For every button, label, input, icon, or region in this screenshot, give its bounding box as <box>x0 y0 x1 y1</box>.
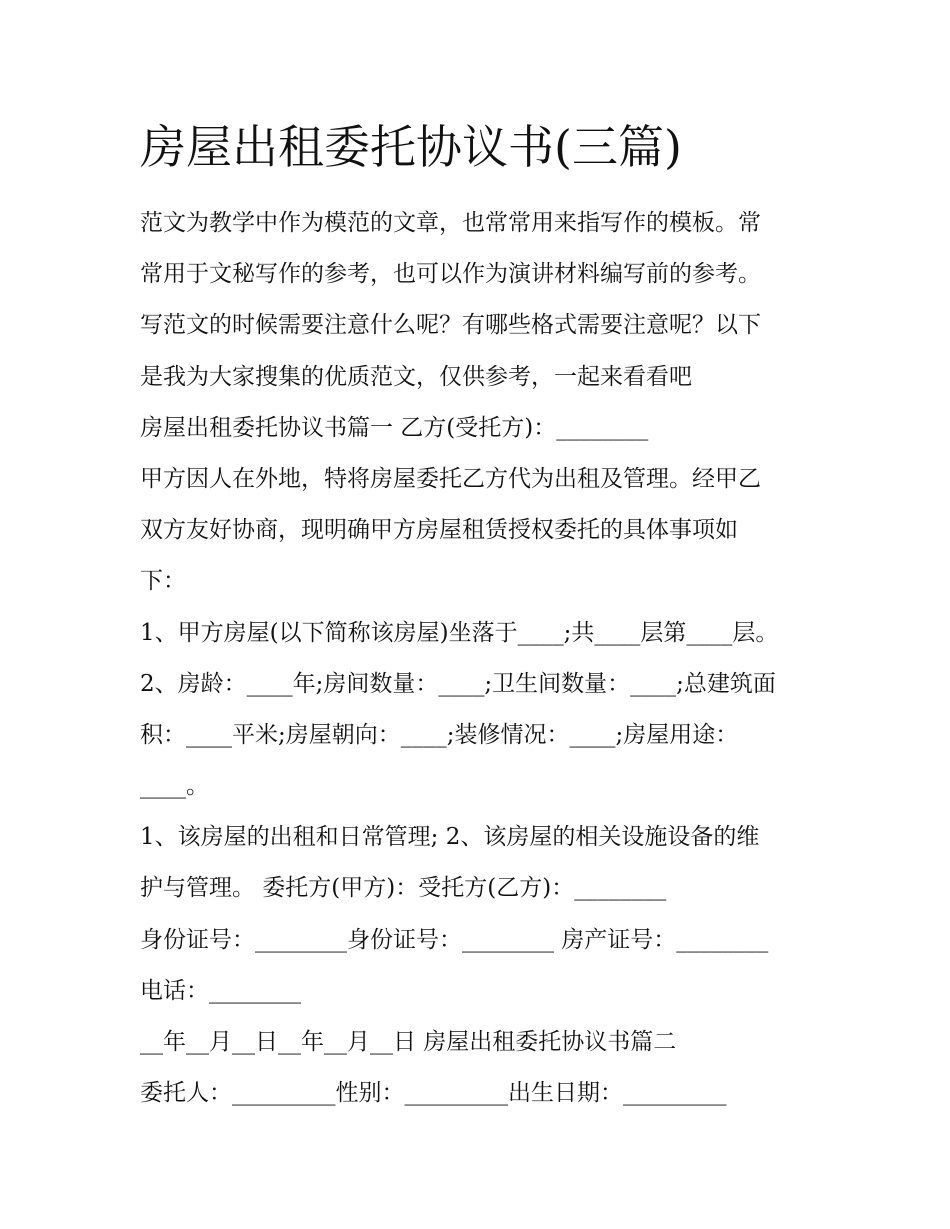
body-line: 写范文的时候需要注意什么呢？有哪些格式需要注意呢？以下 <box>140 312 761 339</box>
body-line: 常用于文秘写作的参考，也可以作为演讲材料编写前的参考。 <box>140 261 761 288</box>
signature-line: 身份证号：________身份证号：________ 房产证号：________ <box>140 926 769 953</box>
document-title: 房屋出租委托协议书(三篇) <box>140 120 682 174</box>
document-body <box>140 198 820 1119</box>
body-line: 甲方因人在外地，特将房屋委托乙方代为出租及管理。经甲乙 <box>140 465 761 492</box>
clause-line: 1、该房屋的出租和日常管理; 2、该房屋的相关设施设备的维 <box>140 824 760 851</box>
signature-line: 护与管理。 委托方(甲方)：受托方(乙方)：________ <box>140 875 667 902</box>
clause-line: 2、房龄：____年;房间数量：____;卫生间数量：____;总建筑面 <box>140 670 776 697</box>
clause-line: 积：____平米;房屋朝向：____;装修情况：____;房屋用途： <box>140 721 739 748</box>
body-line: 下： <box>140 568 186 595</box>
clause-line: ____。 <box>140 773 209 800</box>
form-line: 委托人：_________性别：_________出生日期：_________ <box>140 1080 727 1107</box>
date-line: __年__月__日__年__月__日 房屋出租委托协议书篇二 <box>140 1029 677 1055</box>
section-heading-line: 房屋出租委托协议书篇一 乙方(受托方)：________ <box>140 414 649 441</box>
signature-line: 电话：________ <box>140 977 301 1004</box>
clause-line: 1、甲方房屋(以下简称该房屋)坐落于____;共____层第____层。 <box>140 619 779 646</box>
body-line: 范文为教学中作为模范的文章，也常常用来指写作的模板。常 <box>140 210 761 236</box>
body-line: 双方友好协商，现明确甲方房屋租赁授权委托的具体事项如 <box>140 517 738 544</box>
body-line: 是我为大家搜集的优质范文，仅供参考，一起来看看吧 <box>140 363 692 390</box>
